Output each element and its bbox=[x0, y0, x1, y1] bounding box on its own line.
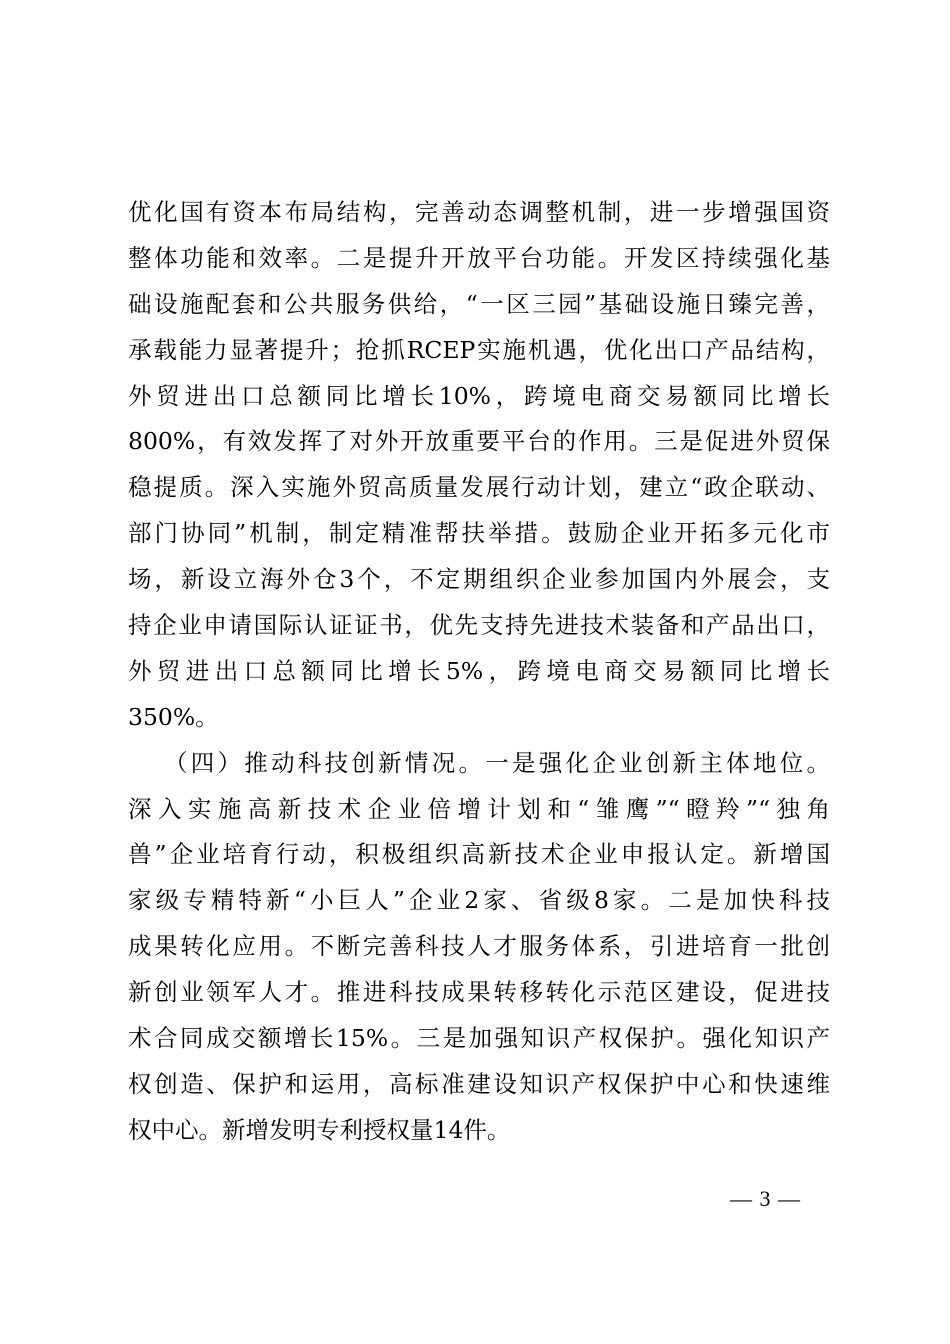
text-line: 场，新设立海外仓3个，不定期组织企业参加国内外展会，支 bbox=[128, 565, 830, 594]
text-line: 兽”企业培育行动，积极组织高新技术企业申报认定。新增国 bbox=[128, 840, 830, 869]
page-number: — 3 — bbox=[730, 1186, 801, 1211]
paragraph-1 bbox=[128, 190, 830, 741]
text-line: 承载能力显著提升；抢抓RCEP实施机遇，优化出口产品结构， bbox=[128, 335, 830, 364]
text-line: 部门协同”机制，制定精准帮扶举措。鼓励企业开拓多元化市 bbox=[128, 519, 830, 548]
text-line: 础设施配套和公共服务供给，“一区三园”基础设施日臻完善， bbox=[128, 289, 830, 318]
text-line: 外贸进出口总额同比增长10%，跨境电商交易额同比增长 bbox=[128, 381, 830, 410]
text-line: 新创业领军人才。推进科技成果转移转化示范区建设，促进技 bbox=[128, 978, 830, 1007]
text-line: 优化国有资本布局结构，完善动态调整机制，进一步增强国资 bbox=[128, 198, 830, 226]
text-line: 成果转化应用。不断完善科技人才服务体系，引进培育一批创 bbox=[128, 932, 830, 961]
text-line: 外贸进出口总额同比增长5%，跨境电商交易额同比增长 bbox=[128, 656, 830, 685]
text-line: 术合同成交额增长15%。三是加强知识产权保护。强化知识产 bbox=[128, 1024, 830, 1053]
text-line: 深入实施高新技术企业倍增计划和“雏鹰”“瞪羚”“独角 bbox=[128, 794, 830, 823]
text-line: 整体功能和效率。二是提升开放平台功能。开发区持续强化基 bbox=[128, 243, 830, 272]
text-line: 350%。 bbox=[128, 702, 219, 731]
text-line: 持企业申请国际认证证书，优先支持先进技术装备和产品出口， bbox=[128, 611, 830, 640]
text-line: 权中心。新增发明专利授权量14件。 bbox=[128, 1115, 511, 1144]
text-line: 稳提质。深入实施外贸高质量发展行动计划，建立“政企联动、 bbox=[128, 473, 830, 502]
document-body bbox=[128, 190, 830, 1154]
paragraph-2 bbox=[128, 741, 830, 1154]
text-line: 家级专精特新“小巨人”企业2家、省级8家。二是加快科技 bbox=[128, 886, 830, 915]
section-heading-line: （四）推动科技创新情况。一是强化企业创新主体地位。 bbox=[164, 748, 830, 777]
text-line: 800%，有效发挥了对外开放重要平台的作用。三是促进外贸保 bbox=[128, 427, 830, 456]
text-line: 权创造、保护和运用，高标准建设知识产权保护中心和快速维 bbox=[128, 1069, 830, 1098]
